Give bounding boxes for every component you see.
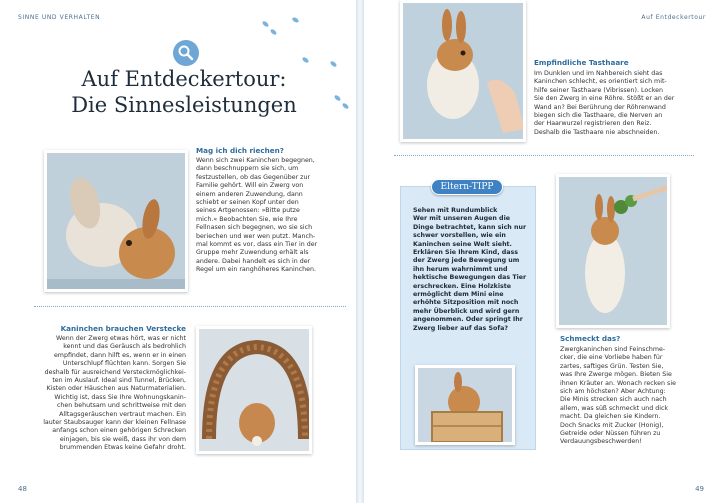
paw-print-icon [301,56,309,63]
text-line: hektische Bewegungen das Tier [413,274,527,282]
running-head-right: Auf Entdeckertour [641,14,706,21]
text-line: schiebt er seinen Kopf unter den [196,199,299,207]
text-line: dann beschnuppern sie sich, um [196,165,299,173]
tip-tab-label: Eltern-TIPP [431,179,503,195]
text-line: Kaninchen schlecht, es orientiert sich mit- [534,78,667,86]
text-line: lauter Staubsauger kann der kleinen Fellnase [43,419,186,427]
text-line: Wand an? Bei Berührung der Röhrenwand [534,103,666,111]
paw-print-icon [330,60,338,68]
heading-taste: Schmeckt das? [560,334,621,343]
text-line: Deshalb die Tasthaare nie abschneiden. [534,128,660,136]
text-line: macht. Da gleichen sie Kindern. [560,413,661,421]
text-line: ihn herum wahrnimmt und [413,265,508,273]
text-line: schwer vorstellen, wie ein [413,232,506,240]
text-line: angenommen. Oder springt Ihr [413,316,523,324]
tip-content [413,207,531,333]
text-line: anfangs schon einen gehörigen Schrecken [52,427,186,435]
text-line: Wenn der Zwerg etwas hört, was er nicht [56,335,186,342]
text-line: mich.« Beobachten Sie, wie Ihre [196,215,298,223]
text-line: Die Minis strecken sich auch nach [560,396,667,404]
text-line: deshalb für ausreichend Versteckmöglichkei- [44,368,186,376]
photo-rabbit-hand [400,0,526,142]
section-divider [34,306,346,307]
paw-print-icon [334,94,342,102]
text-line: ermöglicht dem Mini eine [413,291,504,299]
text-line: einjagen, bis sie weiß, dass ihr von dem [59,435,186,443]
text-line: Wichtig ist, dass Sie Ihre Wohnungskanin- [54,393,186,401]
text-line: sich am höchsten? Aber Achtung: [560,388,666,396]
text-line: Dinge betrachtet, kann sich nur [413,223,527,231]
section-divider [394,155,694,156]
paragraph-smell [196,157,346,275]
text-line: einem anderen Zuwendung, dann [196,190,303,198]
heading-whiskers: Empfindliche Tasthaare [534,58,629,67]
text-line: Verdauungsbeschwerden! [560,438,642,446]
paw-print-icon [262,20,270,28]
photo-rabbit-tunnel [196,326,312,454]
text-line: Zwerg lieber auf das Sofa? [413,324,508,332]
text-line: hilfe seiner Tasthaare (Vibrissen). Locken [534,86,663,94]
left-page [0,0,356,503]
running-head-left: SINNE UND VERHALTEN [18,14,101,21]
text-line: Regel um ein ranghöheres Kaninchen. [196,266,317,274]
text-line: andere. Dabei handelt es sich in der [196,257,311,265]
text-line: Getreide oder Nüssen führen zu [560,430,661,438]
photo-rabbit-herbs [556,174,670,328]
text-line: erhöhte Sitzposition mit noch [413,299,519,307]
text-line: Im Dunklen und im Nahbereich sieht das [534,70,663,77]
text-line: Wer mit unseren Augen die [413,215,510,223]
text-line: brummenden Etwas keine Gefahr droht. [59,444,186,452]
paw-print-icon [291,17,299,24]
text-line: Kaninchen seine Welt sieht. [413,240,512,248]
text-line: Erklären Sie Ihrem Kind, dass [413,249,519,257]
text-line: Wenn sich zwei Kaninchen begegnen, [196,157,315,164]
title-line-2: Die Sinnesleistungen [71,93,297,117]
text-line: Unterschlupf flüchten kann. Sorgen Sie [62,360,186,368]
text-line: Alltagsgeräuschen vertraut machen. Ein [59,410,186,418]
tip-heading: Sehen mit Rundumblick [413,207,498,214]
text-line: seines Artgenossen: »Bitte putze [196,207,300,215]
text-line: Sie den Zwerg in eine Röhre. Stößt er an der [534,95,675,103]
text-line: Zwergkaninchen sind Feinschme- [560,346,666,353]
photo-two-rabbits [44,150,188,292]
text-line: ten im Auslauf. Ideal sind Tunnel, Brücken, [52,377,186,385]
text-line: der Zwerg jede Bewegung um [413,257,520,265]
text-line: kennt und das Geräusch als bedrohlich [63,343,186,351]
page-number-left: 48 [18,485,27,493]
text-line: zartes, saftiges Grün. Testen Sie, [560,362,664,370]
page-title [54,66,314,118]
paw-print-icon [270,28,278,36]
text-line: beriechen und wer wen putzt. Manch- [196,232,316,240]
heading-hideouts: Kaninchen brauchen Verstecke [60,324,186,333]
text-line: biegen sich die Tasthaare, die Nerven an [534,112,663,120]
photo-rabbit-box [415,365,515,445]
text-line: Kisten oder Häuschen aus Naturmaterialien. [46,385,186,393]
paw-print-icon [342,102,350,110]
magnifier-icon [173,40,199,66]
paragraph-whiskers [534,70,710,137]
text-line: Gruppe mehr Zuwendung erhält als [196,249,309,257]
book-gutter [356,0,364,503]
heading-smell: Mag ich dich riechen? [196,146,284,155]
text-line: mehr Überblick und wird gern [413,307,520,315]
paragraph-taste [560,346,710,447]
text-line: Fellnasen sich begegnen, wo sie sich [196,224,313,232]
paragraph-hideouts [16,335,186,453]
text-line: festzustellen, ob das Gegenüber zur [196,173,311,181]
title-line-1: Auf Entdeckertour: [81,67,287,91]
text-line: allem, was süß schmeckt und dick [560,404,669,412]
text-line: ihnen Kräuter an. Wonach recken sie [560,379,676,387]
text-line: Familie gehört. Will ein Zwerg von [196,182,304,190]
text-line: mal kommt es vor, dass ein Tier in der [196,241,318,249]
text-line: was Ihre Zwerge mögen. Bieten Sie [560,371,672,379]
text-line: cker, die eine Vorliebe haben für [560,354,663,362]
text-line: Doch Snacks mit Zucker (Honig), [560,421,664,429]
text-line: erschrecken. Eine Holzkiste [413,282,512,290]
page-number-right: 49 [695,485,704,493]
text-line: chen behutsam und schrittweise mit den [56,402,186,410]
text-line: empfindet, dann hilft es, wenn er in einen [53,351,186,359]
parent-tip-box [400,186,536,450]
text-line: der Haarwurzel registrieren den Reiz. [534,120,652,128]
